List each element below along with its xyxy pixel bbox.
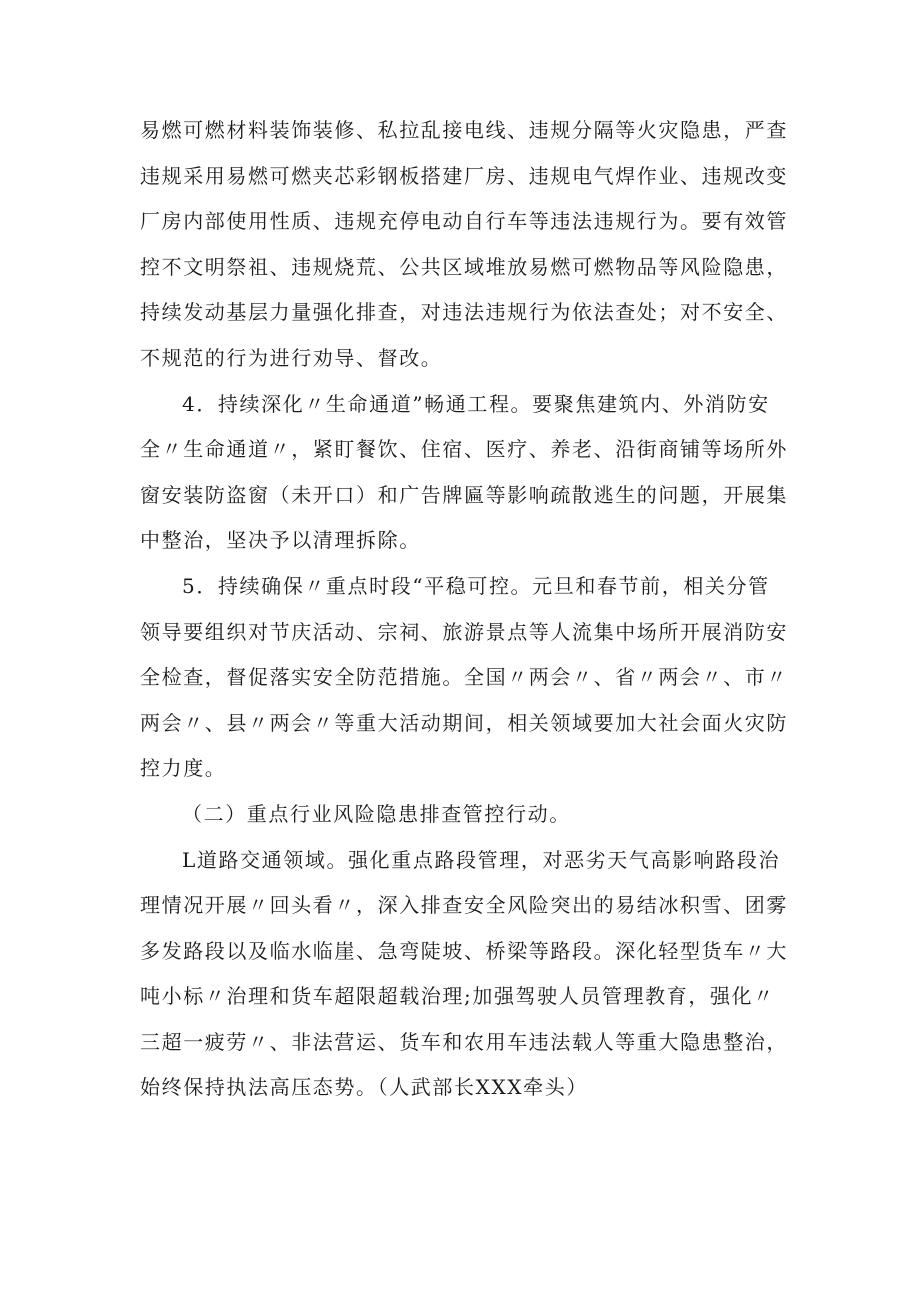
text-line: 控力度。	[140, 756, 227, 781]
text-line: 吨小标〃治理和货车超限超载治理;加强驾驶人员管理教育，强化〃	[140, 984, 775, 1009]
text-line: 不规范的行为进行劝导、督改。	[140, 345, 443, 370]
text-line: （二）重点行业风险隐患排查管控行动。	[182, 801, 571, 826]
text-line: 持续发动基层力量强化排查，对违法违规行为依法查处；对不安全、	[140, 300, 788, 325]
text-line: 多发路段以及临水临崖、急弯陡坡、桥梁等路段。深化轻型货车〃大	[140, 938, 788, 963]
text-line: 两会〃、县〃两会〃等重大活动期间，相关领域要加大社会面火灾防	[140, 710, 788, 735]
text-line: 厂房内部使用性质、违规充停电动自行车等违法违规行为。要有效管	[140, 209, 788, 234]
paragraph-item-l	[140, 838, 800, 1112]
text-line: 5．持续确保〃重点时段“平稳可控。元旦和春节前，相关分管	[182, 573, 770, 598]
text-line: 领导要组织对节庆活动、宗祠、旅游景点等人流集中场所开展消防安	[140, 619, 788, 644]
text-line: 窗安装防盗窗（未开口）和广告牌匾等影响疏散逃生的问题，开展集	[140, 482, 788, 507]
paragraph-item-5	[140, 564, 800, 792]
text-line: 中整治，坚决予以清理拆除。	[140, 528, 421, 553]
paragraph-continuation	[140, 108, 800, 382]
text-line: L道路交通领域。强化重点路段管理，对恶劣天气高影响路段治	[182, 847, 781, 872]
text-line: 三超一疲劳〃、非法营运、货车和农用车违法载人等重大隐患整治，	[140, 1029, 788, 1054]
document-page	[140, 108, 800, 1111]
text-line: 理情况开展〃回头看〃，深入排查安全风险突出的易结冰积雪、团雾	[140, 893, 788, 918]
section-heading-2	[140, 792, 800, 838]
text-line: 4．持续深化〃生命通道”畅通工程。要聚焦建筑内、外消防安	[182, 391, 770, 416]
text-line: 始终保持执法高压态势。（人武部长XXX牵头）	[140, 1075, 588, 1100]
text-line: 全检查，督促落实安全防范措施。全国〃两会〃、省〃两会〃、市〃	[140, 665, 788, 690]
text-line: 违规采用易燃可燃夹芯彩钢板搭建厂房、违规电气焊作业、违规改变	[140, 163, 788, 188]
text-line: 全〃生命通道〃，紧盯餐饮、住宿、医疗、养老、沿街商铺等场所外	[140, 437, 788, 462]
text-line: 易燃可燃材料装饰装修、私拉乱接电线、违规分隔等火灾隐患，严查	[140, 118, 788, 142]
text-line: 控不文明祭祖、违规烧荒、公共区域堆放易燃可燃物品等风险隐患，	[140, 254, 788, 279]
paragraph-item-4	[140, 382, 800, 564]
